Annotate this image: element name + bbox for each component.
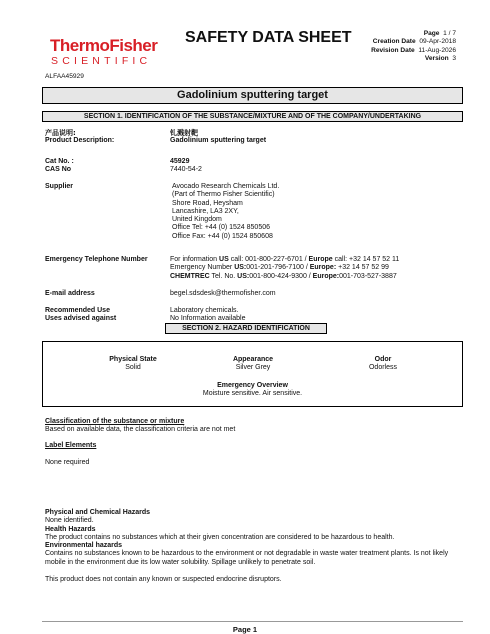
document-title: SAFETY DATA SHEET — [185, 29, 352, 46]
classification-heading: Classification of the substance or mixture — [45, 418, 185, 425]
logo-scientific: SCIENTIFIC — [51, 55, 152, 67]
physical-state — [83, 356, 183, 373]
physical-state-value: Solid — [125, 364, 141, 372]
physical-chemical-hazards-heading: Physical and Chemical Hazards — [45, 509, 151, 516]
endocrine-disruptor-text: This product does not contain any known or suspected endocrine disruptors. — [45, 576, 282, 583]
emergency-line-2: Emergency Number US:001-201-796-7100 / Europe: +32 14 57 52 99 — [170, 264, 389, 272]
document-meta — [371, 30, 456, 63]
uses-advised-against-label: Uses advised against — [45, 315, 117, 322]
supplier-label: Supplier — [45, 183, 74, 190]
cas-no-label: CAS No — [45, 166, 72, 173]
page-footer: Page 1 — [232, 625, 258, 634]
appearance — [203, 356, 303, 373]
label-elements-text: None required — [45, 459, 90, 466]
supplier-line: Lancashire, LA3 2XY, — [172, 207, 239, 215]
supplier-line: United Kingdom — [172, 216, 222, 224]
emergency-overview-label: Emergency Overview — [217, 382, 288, 389]
version-value: 3 — [452, 54, 456, 62]
product-description-value-cn: 钆溅射靶 — [170, 129, 198, 137]
supplier-line: (Part of Thermo Fisher Scientific) — [172, 191, 275, 199]
label-elements-block — [45, 442, 463, 450]
product-description-value — [170, 129, 266, 146]
section-1-heading: SECTION 1. IDENTIFICATION OF THE SUBSTANCE/MIXTURE AND OF THE COMPANY/UNDERTAKING — [42, 111, 463, 122]
page-value: 1 / 7 — [443, 30, 456, 37]
cas-no-value: 7440-54-2 — [170, 166, 202, 173]
emergency-line-1: For information US call: 001-800-227-6701 / Europe call: +32 14 57 52 11 — [170, 256, 400, 263]
product-description-label-cn: 产品说明: — [45, 129, 76, 137]
appearance-label: Appearance — [232, 356, 274, 363]
supplier-line: Avocado Research Chemicals Ltd. — [172, 183, 280, 190]
revision-date-value: 11-Aug-2026 — [418, 46, 456, 54]
supplier-address — [172, 183, 279, 241]
recommended-use-value: Laboratory chemicals. — [170, 307, 239, 314]
supplier-line: Office Fax: +44 (0) 1524 850608 — [172, 232, 273, 240]
cat-no-value: 45929 — [170, 158, 190, 165]
email-value[interactable]: begel.sdsdesk@thermofisher.com — [170, 290, 276, 297]
creation-date-value: 09-Apr-2018 — [419, 38, 456, 46]
supplier-line: Office Tel: +44 (0) 1524 850506 — [172, 224, 271, 232]
section-2-heading: SECTION 2. HAZARD IDENTIFICATION — [165, 323, 327, 334]
health-hazards-text: The product contains no substances which at their given concentration are considered to be hazardous to health. — [45, 533, 395, 541]
environmental-hazards-heading: Environmental hazards — [45, 542, 123, 550]
classification-block — [45, 418, 463, 435]
recommended-use-label: Recommended Use — [45, 307, 110, 314]
page-label: Page — [423, 30, 440, 37]
company-logo — [50, 36, 157, 56]
email-label: E-mail address — [45, 290, 95, 297]
document-id: ALFAA45929 — [45, 73, 84, 80]
odor — [333, 356, 433, 373]
health-hazards-heading: Health Hazards — [45, 525, 96, 533]
hazard-summary-box — [42, 341, 463, 407]
revision-date-label: Revision Date — [371, 46, 415, 54]
product-name-banner: Gadolinium sputtering target — [42, 87, 463, 104]
logo-fisher: Fisher — [109, 36, 158, 55]
environmental-hazards-text-2: mobile in the environment due its low water solubility. Spillage unlikely to penetrate soil. — [45, 558, 316, 566]
physical-state-label: Physical State — [109, 356, 157, 363]
footer-divider — [42, 621, 463, 622]
product-description-label-en: Product Description: — [45, 137, 115, 145]
classification-text: Based on available data, the classification criteria are not met — [45, 426, 236, 434]
creation-date-label: Creation Date — [372, 38, 416, 46]
appearance-value: Silver Grey — [235, 364, 271, 372]
emergency-overview-value: Moisture sensitive. Air sensitive. — [202, 390, 303, 398]
version-label: Version — [424, 54, 449, 62]
emergency-overview — [43, 382, 462, 399]
label-elements-heading: Label Elements — [45, 442, 97, 449]
emergency-line-3: CHEMTREC Tel. No. US:001-800-424-9300 / Europe:001-703-527-3887 — [170, 272, 397, 280]
logo-thermo: Thermo — [50, 36, 110, 55]
environmental-hazards-text-1: Contains no substances known to be hazardous to the environment or not degradable in waste water treatment plants. Is not likely — [45, 550, 449, 558]
odor-label: Odor — [374, 356, 392, 363]
hazards-block — [45, 509, 463, 567]
product-description-value-en: Gadolinium sputtering target — [170, 137, 267, 145]
supplier-line: Shore Road, Heysham — [172, 199, 243, 207]
physical-chemical-hazards-text: None identified. — [45, 517, 94, 525]
uses-advised-against-value: No Information available — [170, 315, 246, 322]
odor-value: Odorless — [368, 364, 397, 372]
emergency-phone-numbers — [170, 256, 399, 281]
product-description-label — [45, 129, 114, 146]
cat-no-label: Cat No. : — [45, 158, 74, 165]
emergency-phone-label: Emergency Telephone Number — [45, 256, 148, 263]
